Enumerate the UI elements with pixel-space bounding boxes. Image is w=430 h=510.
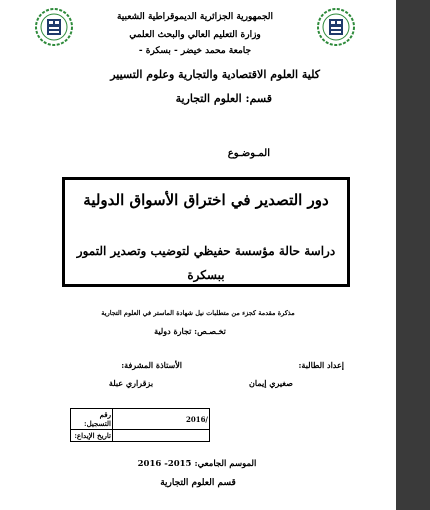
thesis-title: دور التصدير في اختراق الأسواق الدولية xyxy=(83,191,329,209)
reg-value: 2016/ xyxy=(112,409,209,430)
department-line: قسم: العلوم التجارية xyxy=(175,92,272,105)
academic-year: الموسم الجامعي: 2015- 2016 xyxy=(137,459,257,469)
university-logo-left xyxy=(34,7,74,51)
memo-text: مذكرة مقدمة كجزء من متطلبات نيل شهادة الماستر في العلوم التجارية xyxy=(101,309,295,317)
table-row xyxy=(71,430,210,442)
university-logo-right xyxy=(316,7,356,51)
reg-label: رقم التسجيل: xyxy=(71,409,113,430)
viewer-gutter xyxy=(396,0,430,510)
prepared-by-label: إعداد الطالبة: xyxy=(298,360,344,370)
republic-line: الجمهورية الجزائرية الديموقراطية الشعبية xyxy=(116,12,274,22)
faculty-line: كلية العلوم الاقتصادية والتجارية وعلوم التسيير xyxy=(110,68,320,81)
deposit-value xyxy=(112,430,209,442)
subject-label: المـوضـوع xyxy=(227,148,270,159)
table-row xyxy=(71,409,210,430)
footer-department: قسم العلوم التجارية xyxy=(160,478,236,488)
ministry-line: وزارة التعليم العالي والبحث العلمي xyxy=(129,30,261,40)
specialization: تخـصـص: تجارة دولية xyxy=(154,326,226,336)
registration-table xyxy=(70,408,210,442)
deposit-label: تاريخ الإيداع: xyxy=(71,430,113,442)
university-line: جامعة محمد خيضر - بسكرة - xyxy=(138,46,252,56)
thesis-subtitle: دراسة حالة مؤسسة حفيظي لتوضيب وتصدير التمور ببسكرة xyxy=(76,244,336,282)
supervisor-label: الأستاذة المشرفة: xyxy=(121,360,182,370)
student-name: صغيري إيمان xyxy=(249,378,293,388)
supervisor-name: بزقراري عبلة xyxy=(108,378,154,388)
